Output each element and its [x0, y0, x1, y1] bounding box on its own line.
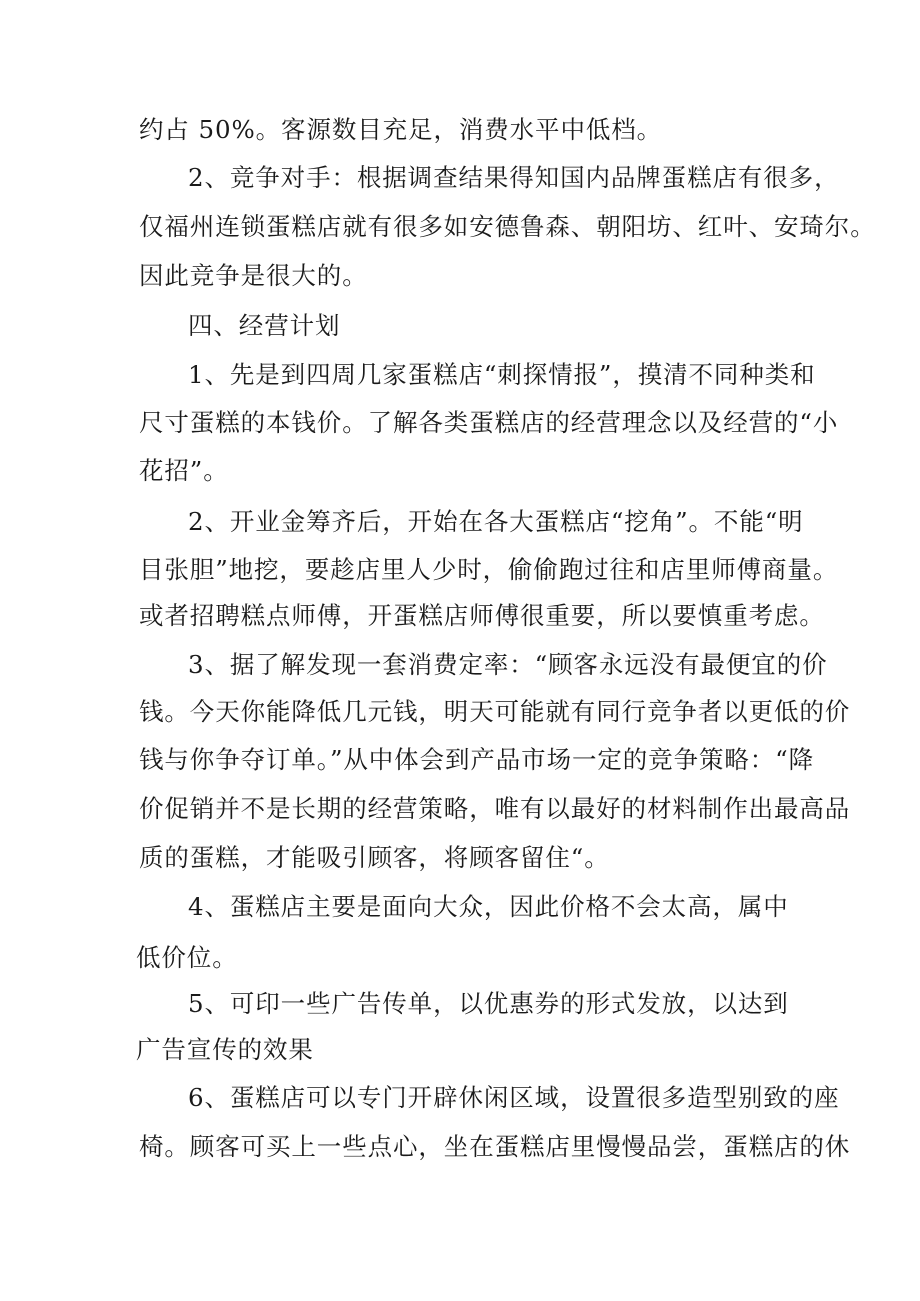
text-line: 质的蛋糕，才能吸引顾客，将顾客留住“。: [139, 843, 610, 872]
section-heading: 四、经营计划: [188, 311, 341, 340]
text-line: 或者招聘糕点师傅，开蛋糕店师傅很重要，所以要慎重考虑。: [139, 601, 825, 630]
text-line: 钱。今天你能降低几元钱，明天可能就有同行竞争者以更低的价: [139, 697, 851, 726]
text-line: 钱与你争夺订单。”从中体会到产品市场一定的竞争策略：“降: [139, 745, 814, 774]
text-line: 价促销并不是长期的经营策略，唯有以最好的材料制作出最高品: [139, 794, 851, 823]
text-line: 2、竞争对手：根据调查结果得知国内品牌蛋糕店有很多，: [188, 163, 840, 192]
text-line: 约占 50%。客源数目充足，消费水平中低档。: [139, 115, 663, 144]
text-line: 花招”。: [139, 456, 229, 485]
text-line: 椅。顾客可买上一些点心，坐在蛋糕店里慢慢品尝，蛋糕店的休: [139, 1132, 851, 1161]
text-line: 因此竞争是很大的。: [139, 261, 368, 290]
text-line: 1、先是到四周几家蛋糕店“刺探情报”，摸清不同种类和: [188, 360, 816, 389]
text-line: 5、可印一些广告传单，以优惠券的形式发放，以达到: [188, 989, 789, 1018]
text-line: 3、据了解发现一套消费定率：“顾客永远没有最便宜的价: [188, 650, 828, 679]
text-line: 2、开业金筹齐后，开始在各大蛋糕店“挖角”。不能“明: [188, 507, 804, 536]
text-line: 仅福州连锁蛋糕店就有很多如安德鲁森、朝阳坊、红叶、安琦尔。: [139, 212, 876, 241]
text-line: 6、蛋糕店可以专门开辟休闲区域，设置很多造型别致的座: [188, 1083, 840, 1112]
text-line: 低价位。: [136, 943, 238, 972]
text-line: 4、蛋糕店主要是面向大众，因此价格不会太高，属中: [188, 892, 789, 921]
text-line: 尺寸蛋糕的本钱价。了解各类蛋糕店的经营理念以及经营的“小: [139, 408, 839, 437]
text-line: 广告宣传的效果: [136, 1035, 314, 1064]
text-line: 目张胆”地挖，要趁店里人少时，偷偷跑过往和店里师傅商量。: [139, 555, 839, 584]
